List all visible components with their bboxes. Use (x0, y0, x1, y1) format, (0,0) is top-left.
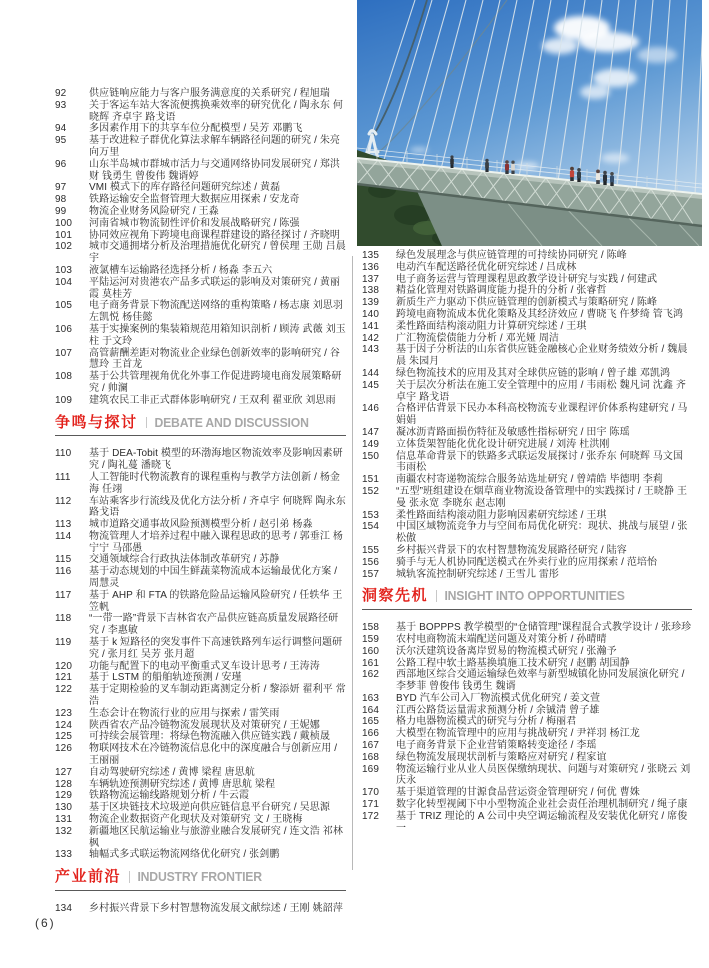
toc-entry (362, 693, 692, 705)
entry-text: 格力电器物流模式的研究与分析 / 梅丽君 (396, 716, 577, 728)
toc-column-right (362, 250, 692, 834)
entry-text: 南疆农村寄递物流综合服务站选址研究 / 曾靖皓 毕德明 李莉 (396, 474, 663, 486)
entry-number: 154 (362, 521, 379, 533)
toc-entry (362, 262, 692, 274)
toc-entry (362, 297, 692, 309)
toc-entry (55, 672, 346, 684)
toc-entry (55, 684, 346, 708)
entry-number: 114 (55, 530, 72, 542)
entry-number: 131 (55, 814, 72, 826)
toc-entry (362, 811, 692, 835)
entry-number: 98 (55, 194, 67, 206)
entry-number: 115 (55, 554, 72, 566)
entry-number: 118 (55, 613, 72, 625)
entry-number: 149 (362, 438, 379, 450)
toc-entry (55, 849, 346, 861)
entry-text: 物流运输行业从业人员医保缴纳现状、问题与对策研究 / 张晓云 刘庆永 (396, 763, 691, 787)
entry-text: 基于渠道管理的甘源食品营运资金管理研究 / 何优 曹姝 (396, 787, 640, 799)
entry-text: 公路工程中软土路基换填施工技术研究 / 赵鹏 胡国静 (396, 657, 630, 669)
entry-text: 物流企业数据资产化现状及对策研究 文 / 王晓梅 (89, 814, 303, 826)
entry-number: 97 (55, 182, 67, 194)
toc-entry (55, 708, 346, 720)
entry-number: 168 (362, 751, 379, 763)
entry-number: 129 (55, 790, 72, 802)
entry-text: 骑手与无人机协同配送模式在外卖行业的应用探索 / 范培怡 (396, 556, 658, 568)
entry-text: 建筑农民工非正式群体影响研究 / 王双利 翟亚欣 刘思雨 (89, 394, 336, 406)
toc-entry (362, 250, 692, 262)
toc-entry (55, 348, 346, 372)
toc-entry (55, 731, 346, 743)
toc-entry (55, 206, 346, 218)
entry-text: 乡村振兴背景下乡村智慧物流发展文献综述 / 王刚 姚韶萍 (89, 903, 343, 914)
entry-number: 106 (55, 323, 72, 335)
entry-number: 152 (362, 485, 379, 497)
entry-list (55, 448, 346, 861)
entry-text: 绿色物流发展现状剖析与策略应对研究 / 程家谊 (396, 751, 607, 763)
toc-entry (55, 395, 346, 407)
entry-text: 沃尔沃建筑设备离岸贸易的物流模式研究 / 张瀚予 (396, 645, 617, 657)
entry-text: 电子商务运营与管理课程思政教学设计研究与实践 / 何建武 (396, 273, 658, 285)
toc-entry (362, 740, 692, 752)
toc-entry (362, 705, 692, 717)
entry-text: BYD 汽车公司入厂物流模式优化研究 / 姜文萱 (396, 692, 601, 704)
toc-entry (362, 380, 692, 404)
entry-text: 大模型在物流管理中的应用与挑战研究 / 尹祥羽 杨江龙 (396, 728, 640, 740)
toc-entry (55, 277, 346, 301)
entry-number: 137 (362, 273, 379, 285)
toc-entry (55, 194, 346, 206)
entry-text: 电子商务背景下企业营销策略转变途径 / 李瑶 (396, 740, 597, 752)
entry-text: 可持续会展管理：将绿色物流融入供应链实践 / 戴桢晟 (89, 731, 330, 743)
toc-entry (362, 427, 692, 439)
section-header (55, 868, 346, 891)
page-number: (6) (35, 916, 56, 930)
entry-number: 125 (55, 731, 72, 743)
entry-number: 130 (55, 802, 72, 814)
toc-entry (55, 159, 346, 183)
toc-entry (362, 569, 692, 581)
entry-text: 交通领域综合行政执法体制改革研究 / 苏静 (89, 554, 280, 566)
entry-number: 172 (362, 810, 379, 822)
entry-number: 153 (362, 509, 379, 521)
entry-text: 西部地区综合交通运输绿色效率与新型城镇化协同发展演化研究 / 李梦菲 曾俊伟 钱勇生 魏谞 (396, 669, 685, 693)
entry-number: 146 (362, 403, 379, 415)
entry-text: 功能与配置下的电动平衡重式叉车设计思考 / 王涛涛 (89, 660, 320, 672)
toc-entry (55, 566, 346, 590)
entry-text: 车站乘客步行流线及优化方法分析 / 齐卓宇 何晓辉 陶永东 路戈语 (89, 495, 346, 519)
entry-number: 116 (55, 566, 72, 578)
entry-text: 数字化转型视阈下中小型物流企业社会责任治理机制研究 / 绳子康 (396, 799, 688, 811)
entry-text: 广汇物流偿债能力分析 / 邓光娅 周洁 (396, 332, 560, 344)
entry-number: 95 (55, 135, 67, 147)
toc-entry (362, 669, 692, 693)
entry-number: 94 (55, 123, 67, 135)
entry-number: 150 (362, 450, 379, 462)
entry-text: 基于动态规划的中国生鲜蔬菜物流成本运输最优化方案 / 周慧灵 (89, 566, 338, 590)
entry-number: 147 (362, 426, 379, 438)
entry-number: 138 (362, 285, 379, 297)
entry-number: 93 (55, 99, 67, 111)
entry-text: 多因素作用下的共享车位分配模型 / 吴芳 邓鹏飞 (89, 123, 303, 135)
toc-section (55, 413, 346, 862)
entry-list (55, 903, 346, 915)
entry-text: VMI 模式下的库存路径问题研究综述 / 黄磊 (89, 182, 281, 194)
entry-text: 基于 TRIZ 理论的 A 公司中央空调运输流程及安装优化研究 / 席俊一 (396, 810, 688, 834)
entry-text: 生态会计在物流行业的应用与探索 / 雷笑雨 (89, 707, 280, 719)
entry-number: 145 (362, 379, 379, 391)
toc-section (55, 868, 346, 915)
entry-number: 166 (362, 728, 379, 740)
toc-entry (55, 802, 346, 814)
toc-entry (362, 510, 692, 522)
entry-number: 96 (55, 158, 67, 170)
entry-number: 112 (55, 495, 72, 507)
entry-text: 电子商务背景下物流配送网络的重构策略 / 杨志康 刘思羽 左凯悦 杨佳懿 (89, 300, 343, 324)
toc-entry (55, 720, 346, 732)
column-divider (352, 256, 353, 870)
entry-number: 119 (55, 637, 72, 649)
entry-text: 乡村振兴背景下的农村智慧物流发展路径研究 / 陆容 (396, 544, 627, 556)
entry-number: 163 (362, 692, 379, 704)
entry-text: 轴幅式多式联运物流网络优化研究 / 张剑鹏 (89, 849, 280, 861)
entry-number: 107 (55, 347, 72, 359)
entry-text: 基于定期检验的叉车制动距离测定分析 / 黎添妍 翟利平 常浩 (89, 684, 346, 708)
entry-text: 基于 k 短路径的突发事件下高速铁路列车运行调整问题研究 / 张月红 吴芳 张月超 (89, 637, 343, 660)
toc-entry (55, 300, 346, 324)
toc-entry (55, 218, 346, 230)
entry-number: 135 (362, 250, 379, 261)
entry-text: 信息革命背景下的铁路多式联运发展探讨 / 张乔东 何晓辉 马文国 韦雨松 (396, 450, 684, 474)
toc-entry (55, 135, 346, 159)
entry-text: 立体货架智能化优化设计研究进展 / 刘涛 杜洪刚 (396, 438, 610, 450)
entry-text: 铁路运输安全监督管理大数据应用探索 / 安龙奇 (89, 194, 300, 206)
toc-entry (55, 779, 346, 791)
entry-text: 液氯槽车运输路径选择分析 / 杨淼 李五六 (89, 264, 273, 276)
entry-number: 103 (55, 264, 72, 276)
entry-text: 城轨客流控制研究综述 / 王雪儿 雷彤 (396, 568, 560, 580)
entry-text: 城市道路交通事故风险预测模型分析 / 赵引弟 杨淼 (89, 519, 313, 531)
toc-entry (55, 767, 346, 779)
entry-number: 102 (55, 241, 72, 253)
entry-text: 基于 LSTM 的船舶轨迹预测 / 安瑾 (89, 672, 242, 684)
entry-text: 基于 DEA-Tobit 模型的环渤海地区物流效率及影响因素研究 / 陶礼蔓 潘晓飞 (89, 448, 343, 472)
entry-number: 109 (55, 394, 72, 406)
entry-number: 156 (362, 556, 379, 568)
entry-number: 159 (362, 633, 379, 645)
entry-text: 物流管理人才培养过程中融入课程思政的思考 / 郭垂江 杨宁宁 马邵愚 (89, 530, 343, 554)
toc-entry (55, 472, 346, 496)
toc-section (362, 250, 692, 580)
entry-text: 山东半岛城市群城市活力与交通网络协同发展研究 / 郑洪财 钱勇生 曾俊伟 魏谞婷 (89, 158, 341, 182)
entry-text: “五型”班组建设在烟草商业物流设备管理中的实践探讨 / 王晓静 王曼 张永宽 李晓东 赵志刚 (396, 485, 688, 509)
toc-entry (362, 368, 692, 380)
entry-text: 高管薪酬差距对物流业企业绿色创新效率的影响研究 / 谷慧玲 王首龙 (89, 347, 341, 371)
entry-text: 基于 BOPPPS 教学模型的“仓储管理”课程混合式教学设计 / 张珍珍 (396, 622, 692, 634)
entry-text: 关于客运车站大客流便携换乘效率的研究优化 / 陶永东 何晓辉 齐卓宇 路戈语 (89, 99, 343, 123)
toc-entry (55, 554, 346, 566)
section-header (362, 587, 692, 610)
entry-text: 绿色发展理念与供应链管理的可持续协同研究 / 陈峰 (396, 250, 627, 261)
entry-number: 134 (55, 903, 72, 914)
entry-text: 物联网技术在冷链物流信息化中的深度融合与创新应用 / 王丽丽 (89, 743, 338, 767)
entry-number: 167 (362, 740, 379, 752)
entry-number: 128 (55, 778, 72, 790)
toc-entry (55, 230, 346, 242)
entry-number: 136 (362, 261, 379, 273)
toc-entry (362, 557, 692, 569)
toc-entry (55, 903, 346, 915)
entry-number: 142 (362, 332, 379, 344)
entry-number: 117 (55, 589, 72, 601)
toc-entry (362, 622, 692, 634)
entry-text: 中国区域物流竞争力与空间布局优化研究：现状、挑战与展望 / 张松傲 (396, 521, 688, 545)
entry-number: 144 (362, 367, 379, 379)
entry-number: 160 (362, 645, 379, 657)
entry-number: 124 (55, 719, 72, 731)
entry-number: 113 (55, 519, 72, 531)
entry-number: 165 (362, 716, 379, 728)
toc-entry (362, 728, 692, 740)
entry-number: 99 (55, 205, 67, 217)
entry-number: 171 (362, 799, 379, 811)
entry-list (362, 622, 692, 834)
toc-entry (362, 545, 692, 557)
toc-entry (362, 787, 692, 799)
entry-text: 柔性路面结构滚动阻力影响因素研究综述 / 王琪 (396, 509, 607, 521)
entry-text: 基于区块链技术垃圾逆向供应链信息平台研究 / 吴思源 (89, 802, 330, 814)
toc-entry (55, 496, 346, 520)
entry-number: 133 (55, 849, 72, 861)
entry-number: 110 (55, 448, 72, 460)
entry-list (55, 88, 346, 407)
entry-text: 基于改进粒子群优化算法求解车辆路径问题的研究 / 朱亮 向万里 (89, 135, 341, 158)
entry-text: 基于因子分析法的山东省供应链金融核心企业财务绩效分析 / 魏晨晨 朱园月 (396, 344, 688, 368)
entry-number: 126 (55, 743, 72, 755)
entry-number: 100 (55, 217, 72, 229)
entry-text: 电动汽车配送路径优化研究综述 / 吕成林 (396, 261, 577, 273)
toc-entry (362, 439, 692, 451)
section-title-en: DEBATE AND DISCUSSION (146, 417, 309, 429)
toc-entry (362, 285, 692, 297)
entry-number: 140 (362, 308, 379, 320)
toc-entry (362, 658, 692, 670)
entry-text: 铁路物流运输线路规划分析 / 牛云霞 (89, 790, 250, 802)
entry-number: 155 (362, 544, 379, 556)
entry-number: 101 (55, 229, 72, 241)
bridge-photo-illustration (357, 0, 702, 246)
toc-entry (362, 752, 692, 764)
entry-text: 江西公路货运量需求预测分析 / 余铖清 曾子雄 (396, 704, 600, 716)
section-title-cn: 争鸣与探讨 (55, 413, 138, 431)
toc-entry (362, 486, 692, 510)
entry-text: 基于 AHP 和 FTA 的铁路危险品运输风险研究 / 任轶华 王笠帆 (89, 589, 343, 613)
entry-text: 陕西省农产品冷链物流发展现状及对策研究 / 王妮娜 (89, 719, 320, 731)
toc-entry (55, 324, 346, 348)
toc-entry (55, 637, 346, 661)
entry-list (362, 250, 692, 580)
entry-number: 123 (55, 707, 72, 719)
toc-column-left (55, 88, 346, 915)
toc-entry (362, 474, 692, 486)
toc-entry (55, 519, 346, 531)
entry-number: 151 (362, 474, 379, 486)
toc-entry (55, 814, 346, 826)
entry-text: 人工智能时代物流教育的课程重构与教学方法创新 / 杨金海 任翊 (89, 471, 341, 495)
entry-number: 158 (362, 622, 379, 634)
entry-number: 164 (362, 704, 379, 716)
entry-text: 协同效应视角下跨境电商课程群建设的路径探讨 / 齐晓明 (89, 229, 341, 241)
entry-number: 120 (55, 660, 72, 672)
toc-entry (362, 333, 692, 345)
toc-entry (362, 451, 692, 475)
entry-text: 农村电商物流末端配送问题及对策分析 / 孙晴晴 (396, 633, 607, 645)
entry-text: 合格评估背景下民办本科高校物流专业课程评价体系构建研究 / 马娟娟 (396, 403, 688, 427)
toc-entry (55, 182, 346, 194)
toc-entry (55, 613, 346, 637)
entry-text: 城市交通拥堵分析及治理措施优化研究 / 曾侯理 王勋 吕晨宇 (89, 241, 346, 265)
toc-entry (362, 521, 692, 545)
entry-number: 157 (362, 568, 379, 580)
toc-entry (55, 241, 346, 265)
entry-number: 111 (55, 471, 71, 483)
entry-number: 132 (55, 825, 72, 837)
entry-number: 141 (362, 320, 379, 332)
toc-entry (362, 634, 692, 646)
toc-entry (55, 123, 346, 135)
toc-entry (55, 590, 346, 614)
section-header (55, 413, 346, 437)
entry-number: 139 (362, 297, 379, 309)
toc-entry (55, 531, 346, 555)
entry-text: 凝冰沥青路面损伤特征及敏感性指标研究 / 田宇 陈瑶 (396, 426, 630, 438)
toc-section (55, 88, 346, 407)
toc-entry (55, 371, 346, 395)
entry-number: 108 (55, 371, 72, 383)
section-title-en: INSIGHT INTO OPPORTUNITIES (436, 590, 625, 602)
entry-text: 新质生产力驱动下供应链管理的创新模式与策略研究 / 陈峰 (396, 297, 658, 309)
toc-entry (55, 743, 346, 767)
entry-text: 柔性路面结构滚动阻力计算研究综述 / 王琪 (396, 320, 587, 332)
toc-entry (362, 646, 692, 658)
toc-entry (55, 448, 346, 472)
entry-text: 关于层次分析法在施工安全管理中的应用 / 韦雨松 魏凡词 沈鑫 齐卓宇 路戈语 (396, 379, 686, 403)
section-title-cn: 洞察先机 (362, 587, 429, 605)
toc-entry (55, 88, 346, 100)
entry-number: 122 (55, 684, 72, 696)
entry-text: 自动驾驶研究综述 / 黄博 梁程 唐思航 (89, 766, 255, 778)
entry-text: 供应链响应能力与客户服务满意度的关系研究 / 程旭瑞 (89, 88, 330, 99)
toc-entry (362, 321, 692, 333)
entry-number: 127 (55, 766, 72, 778)
toc-entry (362, 403, 692, 427)
entry-number: 92 (55, 88, 67, 99)
toc-entry (55, 661, 346, 673)
entry-text: 基于实操案例的集装箱规范用箱知识剖析 / 顾涛 武薇 刘玉柱 于文玲 (89, 323, 346, 347)
entry-text: 绿色物流技术的应用及其对全球供应链的影响 / 曾子雄 邓凯鸿 (396, 367, 671, 379)
entry-text: 基于公共管理视角优化外事工作促进跨境电商发展策略研究 / 帅澜 (89, 371, 342, 394)
bridge-photo (357, 0, 702, 246)
entry-number: 105 (55, 300, 72, 312)
entry-text: “一带一路”背景下吉林省农产品供应链高质量发展路径研究 / 李惠敏 (89, 613, 339, 637)
toc-section (362, 587, 692, 834)
entry-number: 169 (362, 763, 379, 775)
entry-number: 104 (55, 276, 72, 288)
toc-entry (55, 790, 346, 802)
toc-entry (55, 265, 346, 277)
toc-entry (362, 799, 692, 811)
toc-entry (362, 716, 692, 728)
toc-entry (55, 100, 346, 124)
toc-entry (362, 274, 692, 286)
entry-text: 平陆运河对贵港农产品多式联运的影响及对策研究 / 黄丽霞 莫桂芳 (89, 276, 341, 300)
entry-number: 162 (362, 669, 379, 681)
entry-number: 170 (362, 787, 379, 799)
entry-number: 121 (55, 672, 72, 684)
toc-entry (55, 826, 346, 850)
entry-text: 跨境电商物流成本优化策略及其经济效应 / 曹晓飞 仵梦绮 管飞鸿 (396, 308, 684, 320)
toc-entry (362, 344, 692, 368)
entry-text: 物流企业财务风险研究 / 王淼 (89, 205, 219, 217)
entry-text: 车辆轨迹预测研究综述 / 黄博 唐思航 梁程 (89, 778, 276, 790)
entry-text: 新疆地区民航运输业与旅游业融合发展研究 / 连文浩 祁林枫 (89, 825, 343, 849)
section-title-en: INDUSTRY FRONTIER (129, 871, 262, 883)
entry-text: 河南省城市物流韧性评价和发展战略研究 / 陈强 (89, 217, 300, 229)
toc-entry (362, 764, 692, 788)
entry-number: 161 (362, 657, 379, 669)
toc-entry (362, 309, 692, 321)
entry-text: 精益化管理对铁路调度能力提升的分析 / 张睿哲 (396, 285, 607, 297)
entry-number: 143 (362, 344, 379, 356)
section-title-cn: 产业前沿 (55, 868, 122, 886)
